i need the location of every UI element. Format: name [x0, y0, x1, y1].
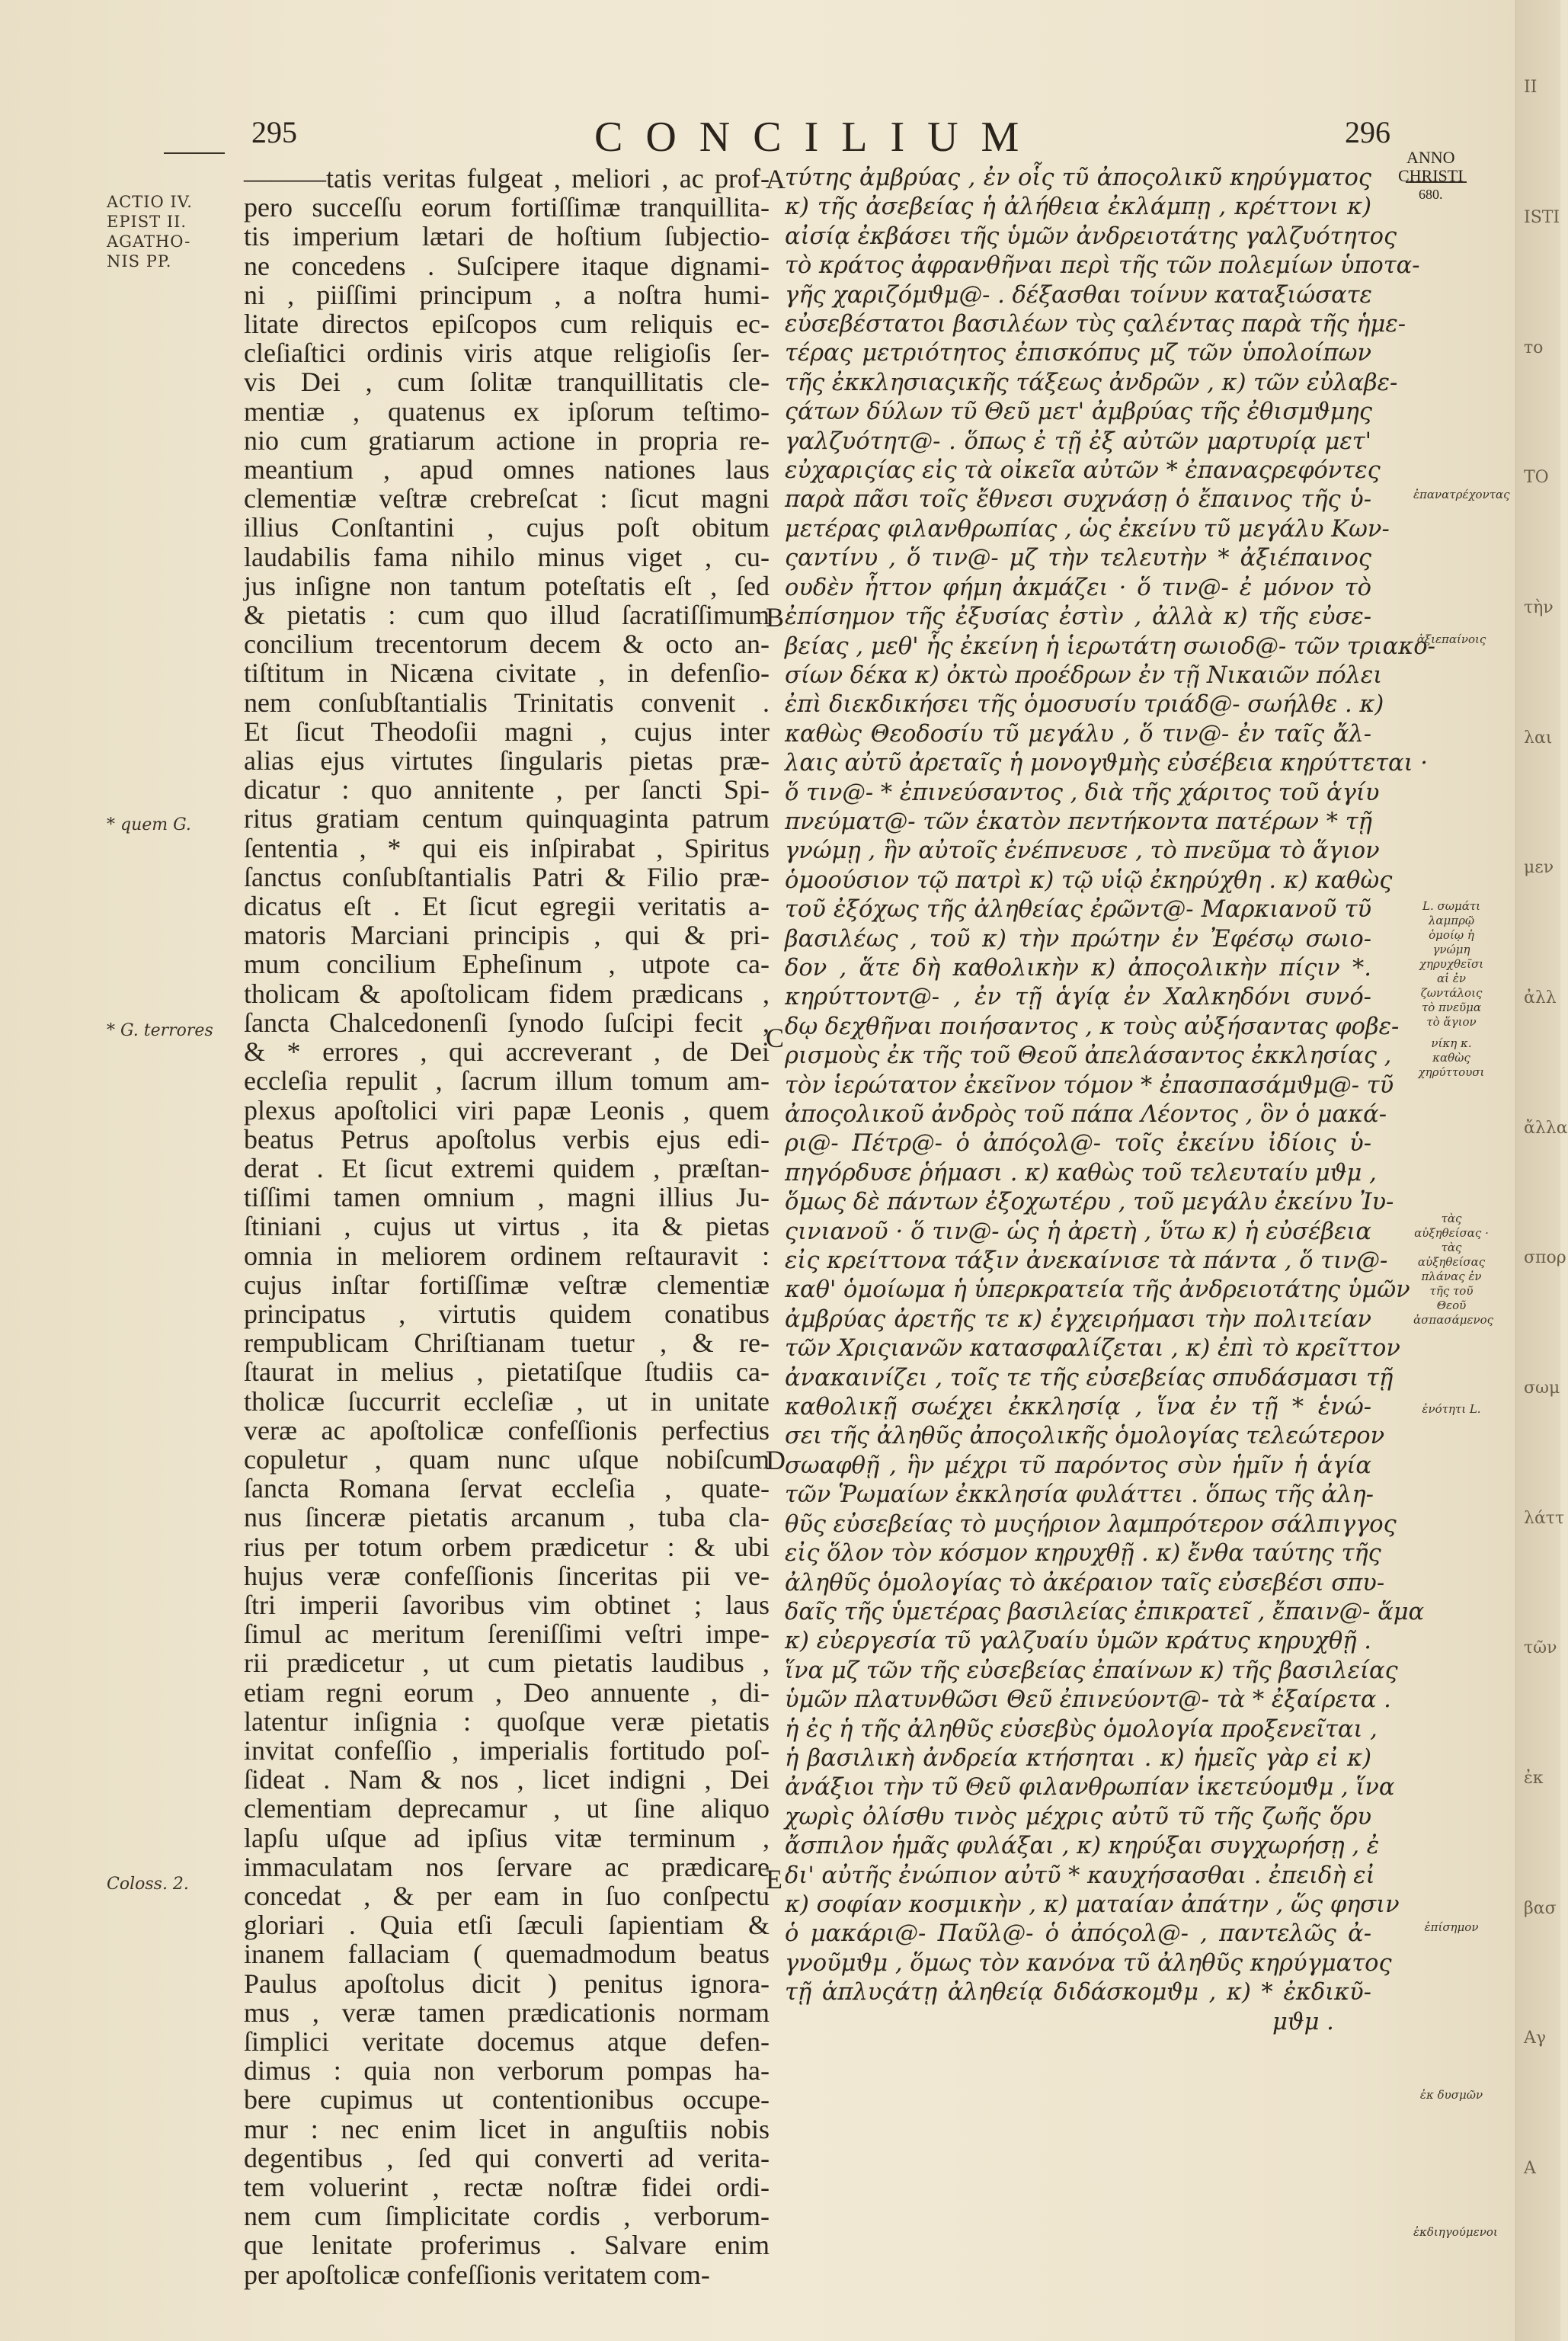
greek-text-line: τὸ κράτος ἀφρανθῆναι περὶ τῆς τῶν πολεμίων ὑποτα- [785, 252, 1420, 280]
latin-text-line: beatus Petrus apoſtolus verbis ejus edi- [244, 1123, 770, 1154]
gutter-fragment: Αγ [1524, 2029, 1547, 2048]
latin-text-line: tem voluerint , rectæ noſtræ fidei ordi- [244, 2172, 770, 2203]
margin-note-quem: * quem G. [107, 815, 191, 834]
latin-text-line: mentiæ , quatenus ex ipſorum teſtimo- [244, 396, 770, 427]
greek-text-line: γῆς χαριζόμϑμ@- . δέξασθαι τοίνυν καταξιώσατε [785, 281, 1372, 309]
greek-text-line: καθὼς Θεοδοσίυ τῦ μεγάλυ , ὅ τιν@- ἐν ταῖς ἄλ- [785, 720, 1371, 748]
latin-text-line: matoris Marciani principis , qui & pri- [244, 920, 770, 951]
latin-text-line: alias ejus virtutes ſingularis pietas præ- [244, 745, 770, 777]
latin-text-line: jus inſigne non tantum poteſtatis eſt , ſed [244, 570, 770, 601]
greek-text-line: σίων δέκα κ) ὀκτὼ προέδρων ἐν τῇ Νικαιῶν πόλει [785, 661, 1383, 689]
latin-text-line: eccleſia repulit , ſacrum illum tomum am- [244, 1065, 770, 1097]
gutter-fragment: βασ [1524, 1899, 1557, 1918]
greek-text-line: ρι@- Πέτρ@- ὁ ἀπόςολ@- τοῖς ἐκείνυ ἰδίοις ὑ- [785, 1130, 1371, 1158]
margin-note-terrores: * G. terrores [107, 1021, 213, 1040]
latin-text-line: tiſtitum in Nicæna civitate , in defenſio- [244, 658, 770, 689]
latin-text-line: principatus , virtutis quidem conatibus [244, 1298, 770, 1329]
greek-text-line: εἰς ὅλον τὸν κόσμον κηρυχθῇ . κ) ἔνθα ταύτης τῆς [785, 1540, 1381, 1568]
gutter-fragment: σπορ [1524, 1248, 1566, 1267]
greek-text-line: τῆς ἐκκλησιαςικῆς τάξεως ἀνδρῶν , κ) τῶν εὐλαβε- [785, 369, 1398, 396]
latin-text-line: ———tatis veritas fulgeat , meliori , ac prof- [244, 163, 770, 194]
greek-text-line: εἰς κρείττονα τάξιν ἀνεκαίνισε τὰ πάντα , ὅ τιν@- [785, 1247, 1388, 1275]
latin-text-line: laudabilis fama nihilo minus viget , cu- [244, 541, 770, 572]
greek-text-line: ουδὲν ἧττον φήμη ἀκμάζει · ὅ τιν@- ἐ μόνον τὸ [785, 574, 1371, 601]
greek-text-line: εὐσεβέστατοι βασιλέων τὺς ςαλέντας παρὰ τῆς ἡμε- [785, 311, 1406, 338]
gutter-fragment: τὴν [1524, 598, 1554, 617]
gutter-fragment: то [1524, 338, 1544, 357]
greek-text-line: παρὰ πᾶσι τοῖς ἔθνεσι συχνάσῃ ὁ ἔπαινος τῆς ὑ- [785, 486, 1371, 514]
latin-text-line: rempublicam Chriſtianam tuetur , & re- [244, 1327, 770, 1359]
gutter-fragment: ἐκ [1524, 1769, 1544, 1788]
greek-text-line: ὑμῶν πλατυνθῶσι Θεῦ ἐπινεύοντ@- τὰ * ἐξαίρετα . [785, 1686, 1391, 1714]
latin-text-line: concilium trecentorum decem & octo an- [244, 629, 770, 660]
greek-text-line: πηγόρδυσε ῥήμασι . κ) καθὼς τοῦ τελευταίυ μϑμ , [785, 1159, 1377, 1187]
greek-text-line: ἀνάξιοι τὴν τῦ Θεῦ φιλανθρωπίαν ἱκετεύομϑμ , ἵνα [785, 1774, 1395, 1801]
latin-text-line: tholicæ ſuccurrit eccleſiæ , ut in unitate [244, 1385, 770, 1417]
latin-text-line: gloriari . Quia etſi ſæculi ſapientiam & [244, 1910, 770, 1941]
latin-text-line: ſanctus conſubſtantialis Patri & Filio præ- [244, 861, 770, 892]
anno-year: 680. [1419, 187, 1443, 202]
greek-text-line: καθολικῇ σωέχει ἐκκλησίᾳ , ἵνα ἐν τῇ * ἑνώ- [785, 1394, 1371, 1421]
latin-text-line: degentibus , ſed qui converti ad verita- [244, 2142, 770, 2173]
latin-text-line: ſententia , * qui eis inſpirabat , Spiritus [244, 832, 770, 863]
gutter-fragment: ἄλλα [1524, 1119, 1568, 1138]
latin-text-line: immaculatam nos ſervare ac prædicare [244, 1851, 770, 1882]
latin-text-line: que lenitate proferimus . Salvare enim [244, 2230, 770, 2261]
latin-text-line: dicatus eſt . Et ſicut egregii veritatis a- [244, 891, 770, 922]
latin-text-line: rii prædicetur , ut cum pietatis laudibus , [244, 1648, 770, 1679]
greek-text-line: δαῖς τῆς ὑμετέρας βασιλείας ἐπικρατεῖ , ἔπαιν@- ἅμα [785, 1598, 1425, 1625]
latin-text-line: concedat , & per eam in ſuo conſpectu [244, 1880, 770, 1911]
greek-text-line: γνοῦμϑμ , ὅμως τὸν κανόνα τῦ ἀληθῦς κηρύγματος [785, 1949, 1392, 1977]
greek-text-line: μϑμ . [1272, 2008, 1334, 2035]
greek-text-line: ἀληθῦς ὁμολογίας τὸ ἀκέραιον ταῖς εὐσεβέσι σπυ- [785, 1569, 1385, 1596]
greek-text-line: ςαντίνυ , ὅ τιν@- μζ τὴν τελευτὴν * ἀξιέπαινος [785, 545, 1371, 572]
latin-text-line: ſimplici veritate docemus atque defen- [244, 2026, 770, 2057]
margin-right-note-5: τὰς αὐξηθείσας · τὰς αὐξηθείσας πλάνας ἐν τῆς τοῦ Θεοῦ ἀσπασάμενος [1413, 1212, 1494, 1327]
latin-text-line: nem cum ſimplicitate cordis , verborum- [244, 2201, 770, 2232]
section-letter-d: D [766, 1445, 786, 1475]
greek-text-line: ὅμως δὲ πάντων ἐξοχωτέρυ , τοῦ μεγάλυ ἐκείνυ Ἰυ- [785, 1189, 1394, 1216]
latin-text-line: dimus : quia non verborum pompas ha- [244, 2055, 770, 2086]
greek-text-line: σωαφθῇ , ἣν μέχρι τῦ παρόντος σὺν ἡμῖν ἡ ἁγία [785, 1452, 1371, 1479]
latin-text-line: lapſu uſque ad ipſius vitæ terminum , [244, 1822, 770, 1853]
margin-actio [107, 192, 236, 271]
greek-text-line: ἀποςολικοῦ ἀνδρὸς τοῦ πάπα Λέοντος , ὃν ὁ μακά- [785, 1101, 1387, 1128]
latin-column [244, 164, 770, 2289]
greek-text-line: ςινιανοῦ · ὅ τιν@- ὡς ἡ ἀρετὴ , ὕτω κ) ἡ εὐσέβεια [785, 1218, 1371, 1245]
greek-text-line: ὁ μακάρι@- Παῦλ@- ὁ ἀπόςολ@- , παντελῶς ἀ- [785, 1920, 1371, 1948]
latin-text-line: clementiam deprecamur , ut ſine aliquo [244, 1793, 770, 1824]
latin-text-line: tholicam & apoſtolicam fidem prædicans , [244, 978, 770, 1009]
greek-text-line: κ) εὐεργεσία τῦ γαλζυαίυ ὑμῶν κράτυς κηρυχθῇ . [785, 1628, 1371, 1655]
latin-text-line: & * errores , qui accreverant , de Dei [244, 1036, 770, 1068]
margin-right-note-2: ἀξιεπαίνοις [1416, 632, 1486, 646]
greek-text-line: σει τῆς ἀληθῦς ἀποςολικῆς ὁμολογίας τελεώτερον [785, 1423, 1385, 1450]
greek-text-line: τέρας μετριότητος ἐπισκόπυς μζ τῶν ὑπολοίπων [785, 340, 1371, 367]
margin-right-note-7: ἐπίσημον [1424, 1920, 1479, 1934]
latin-text-line: mus , veræ tamen prædicationis normam [244, 1997, 770, 2028]
latin-text-line: ſtiniani , cujus ut virtus , ita & pietas [244, 1211, 770, 1242]
greek-text-line: ἡ βασιλικὴ ἀνδρεία κτήσηται . κ) ἡμεῖς γὰρ εἰ κ) [785, 1744, 1371, 1772]
latin-text-line: veræ ac apoſtolicæ confeſſionis perfectius [244, 1414, 770, 1446]
latin-text-line: nus ſinceræ pietatis arcanum , tuba cla- [244, 1502, 770, 1533]
greek-text-line: δῳ δεχθῆναι ποιήσαντος , κ τοὺς αὐξήσαντας φοβε- [785, 1013, 1400, 1040]
greek-text-line: κ) σοφίαν κοσμικὴν , κ) ματαίαν ἀπάτην , ὥς φησιν [785, 1891, 1400, 1918]
latin-text-line: nio cum gratiarum actione in propria re- [244, 424, 770, 456]
greek-text-line: θῦς εὐσεβείας τὸ μυςήριον λαμπρότερον σάλπιγγος [785, 1510, 1397, 1538]
section-letter-a: A [766, 164, 786, 194]
latin-text-line: tiſſimi tamen omnium , magni illius Ju- [244, 1182, 770, 1213]
latin-text-line: Paulus apoſtolus dicit ) penitus ignora- [244, 1968, 770, 1999]
greek-text-line: ἡ ἐς ἡ τῆς ἀληθῦς εὐσεβὺς ὁμολογία προξενεῖται , [785, 1715, 1378, 1743]
facing-page-edge [1515, 0, 1568, 2341]
latin-text-line: ſtaurat in melius , pietatiſque ſtudiis ca- [244, 1356, 770, 1388]
latin-text-line: dicatur : quo annitente , per ſancti Spi- [244, 774, 770, 805]
latin-text-line: latentur inſignia : quoſque veræ pietatis [244, 1705, 770, 1737]
margin-right-note-3: L. σωμάτι λαμπρῷ ὁμοίῳ ἡ γνώμη χηρυχθεῖσι αἱ ἐν ζωντάλοις τὸ πνεῦμα τὸ ἅγιον [1419, 899, 1484, 1029]
margin-right-note-1: ἐπανατρέχοντας [1413, 488, 1510, 501]
gutter-fragment: τῶν [1524, 1638, 1557, 1657]
margin-right-note-9: ἐκδιηγούμενοι [1413, 2225, 1498, 2239]
latin-text-line: ſimul ac meritum ſereniſſimi veſtri impe- [244, 1619, 770, 1650]
greek-text-line: ςάτων δύλων τῦ Θεῦ μετ' ἀμβρύας τῆς ἐθισμϑμης [785, 399, 1372, 426]
anno-christi-box [1398, 149, 1464, 203]
greek-text-line: γνώμῃ , ἣν αὐτοῖς ἐνέπνευσε , τὸ πνεῦμα τὸ ἅγιον [785, 837, 1380, 865]
greek-text-line: τὸν ἱερώτατον ἐκεῖνον τόμον * ἐπασπασάμϑμ@- τῦ [785, 1071, 1394, 1099]
greek-text-line: τύτης ἀμβρύας , ἐν οἷς τῦ ἀποςολικῦ κηρύγματος [785, 165, 1371, 191]
latin-text-line: rius per totum orbem prædicetur : & ubi [244, 1531, 770, 1562]
greek-text-line: μετέρας φιλανθρωπίας , ὡς ἐκείνυ τῦ μεγάλυ Κων- [785, 515, 1390, 543]
greek-text-line: τῶν Χριςιανῶν κατασφαλίζεται , κ) ἐπὶ τὸ κρεῖττον [785, 1335, 1400, 1363]
latin-text-line: vis Dei , cum ſolitæ tranquillitatis cle- [244, 367, 770, 398]
latin-text-line: ſancta Romana ſervat eccleſia , quate- [244, 1473, 770, 1504]
section-letter-e: E [766, 1864, 782, 1894]
latin-text-line: per apoſtolicæ confeſſionis veritatem com- [244, 2259, 710, 2290]
greek-text-line: πνεύματ@- τῶν ἑκατὸν πεντήκοντα πατέρων * τῇ [785, 808, 1372, 835]
latin-text-line: ſtri imperii ſavoribus vim obtinet ; laus [244, 1589, 770, 1620]
latin-text-line: nem conſubſtantialis Trinitatis convenit . [244, 687, 770, 718]
gutter-fragment: λάττ [1524, 1509, 1565, 1528]
greek-text-line: κηρύττοντ@- , ἐν τῇ ἁγίᾳ ἐν Χαλκηδόνι συνό- [785, 984, 1371, 1011]
latin-text-line: etiam regni eorum , Deo annuente , di- [244, 1676, 770, 1708]
latin-text-line: tis imperium lætari de hoſtium ſubjectio- [244, 221, 770, 252]
greek-text-line: τοῦ ἐξόχως τῆς ἀληθείας ἐρῶντ@- Μαρκιανοῦ τῦ [785, 896, 1371, 924]
latin-text-line: ni , piiſſimi principum , a noſtra humi- [244, 279, 770, 310]
latin-text-line: ſideat . Nam & nos , licet indigni , Dei [244, 1764, 770, 1795]
greek-text-line: ἵνα μζ τῶν τῆς εὐσεβείας ἐπαίνων κ) τῆς βασιλείας [785, 1657, 1398, 1684]
greek-text-line: χωρὶς ὀλίσθυ τινὸς μέχρις αὐτῦ τῦ τῆς ζωῆς ὅρυ [785, 1803, 1371, 1830]
latin-text-line: copuletur , quam nunc uſque nobiſcum [244, 1443, 770, 1475]
greek-text-line: βείας , μεθ' ἧς ἐκείνη ἡ ἱερωτάτη σωιοδ@- τῶν τριακο- [785, 632, 1435, 660]
section-letter-b: B [766, 602, 785, 632]
greek-text-line: κ) τῆς ἀσεβείας ἡ ἀλήθεια ἐκλάμπῃ , κρέττονι κ) [785, 194, 1371, 221]
section-letter-c: C [766, 1023, 785, 1053]
greek-text-line: αἰσίᾳ ἐκβάσει τῆς ὑμῶν ἀνδρειοτάτης γαλζυότητος [785, 223, 1397, 250]
margin-right-note-6: ἐνότητι L. [1422, 1402, 1481, 1416]
greek-text-line: ρισμοὺς ἐκ τῆς τοῦ Θεοῦ ἀπελάσαντος ἐκκλησίας , [785, 1042, 1392, 1070]
latin-text-line: & pietatis : cum quo illud ſacratiſſimum [244, 600, 770, 631]
gutter-fragment: ISTI [1524, 208, 1560, 227]
latin-text-line: derat . Et ſicut extremi quidem , præſtan- [244, 1152, 770, 1183]
greek-text-line: ὅ τιν@- * ἐπινεύσαντος , διὰ τῆς χάριτος τοῦ ἁγίυ [785, 779, 1380, 806]
latin-text-line: litate directos epiſcopos cum reliquis ec- [244, 309, 770, 340]
margin-epist-label: EPIST II. [107, 213, 187, 231]
latin-text-line: cujus inſtar fortiſſimæ veſtræ clementiæ [244, 1269, 770, 1300]
latin-text-line: ritus gratiam centum quinquaginta patrum [244, 803, 770, 834]
latin-text-line: cleſiaſtici ordinis viris atque religioſis ſer- [244, 338, 770, 369]
greek-text-line: δον , ἅτε δὴ καθολικὴν κ) ἀποςολικὴν πίςιν *. [785, 954, 1371, 982]
gutter-fragment: ἀλλ [1524, 988, 1557, 1007]
greek-text-line: καθ' ὁμοίωμα ἡ ὑπερκρατεία τῆς ἀνδρειοτάτης ὑμῶν [785, 1276, 1410, 1304]
greek-text-line: ἐπὶ διεκδικήσει τῆς ὁμοσυσίυ τριάδ@- σωήλθε . κ) [785, 691, 1384, 719]
margin-note-coloss: Coloss. 2. [107, 1875, 189, 1894]
latin-text-line: Et ſicut Theodoſii magni , cujus inter [244, 716, 770, 747]
greek-text-line: τῇ ἁπλυςάτῃ ἀληθείᾳ διδάσκομϑμ , κ) * ἐκδικῦ- [785, 1979, 1371, 2006]
running-title: CONCILIUM [594, 114, 1042, 161]
gutter-fragment: μεν [1524, 858, 1554, 877]
page-number-right: 296 [1345, 115, 1390, 149]
latin-text-line: pero succeſſu eorum fortiſſimæ tranquillita- [244, 192, 770, 223]
greek-text-line: ἀνακαινίζει , τοῖς τε τῆς εὐσεβείας σπυδάσμασι τῇ [785, 1364, 1394, 1391]
greek-text-line: ὁμοούσιον τῷ πατρὶ κ) τῷ υἱῷ ἐκηρύχθη . κ) καθὼς [785, 866, 1393, 894]
latin-text-line: hujus veræ confeſſionis ſinceritas pii ve- [244, 1560, 770, 1591]
greek-text-line: δι' αὐτῆς ἐνώπιον αὐτῦ * καυχήσασθαι . ἐπειδὴ εἰ [785, 1862, 1375, 1889]
latin-text-line: mur : nec enim licet in anguſtiis nobis [244, 2113, 770, 2144]
greek-text-line: ἄσπιλον ἡμᾶς φυλάξαι , κ) κηρύξαι συγχωρήσῃ , ἐ [785, 1833, 1380, 1860]
margin-nis-label: NIS PP. [107, 252, 172, 271]
latin-text-line: invitat confeſſio , imperialis fortitudo poſ- [244, 1734, 770, 1766]
margin-agatho-label: AGATHO- [107, 232, 191, 251]
gutter-fragment: Α [1524, 2159, 1536, 2178]
page-number-left: 295 [251, 115, 297, 149]
latin-text-line: bere cupimus ut contentionibus occupe- [244, 2084, 770, 2115]
latin-text-line: ne concedens . Suſcipere itaque dignami- [244, 250, 770, 281]
greek-text-line: τῶν Ῥωμαίων ἐκκλησία φυλάττει . ὅπως τῆς ἀλη- [785, 1481, 1374, 1509]
latin-text-line: illius Conſtantini , cujus poſt obitum [244, 512, 770, 543]
gutter-fragment: ТО [1524, 468, 1549, 487]
margin-actio-label: ACTIO IV. [107, 193, 193, 211]
margin-right-note-4: νίκη κ. καθὼς χηρύττουσι [1418, 1036, 1485, 1079]
greek-text-line: βασιλέως , τοῦ κ) τὴν πρώτην ἐν Ἐφέσῳ σωιο- [785, 925, 1371, 953]
latin-text-line: mum concilium Epheſinum , utpote ca- [244, 949, 770, 980]
gutter-fragment: ΙΙ [1524, 78, 1538, 97]
anno-label: ANNO [1406, 148, 1455, 167]
latin-text-line: omnia in meliorem ordinem reſtauravit : [244, 1240, 770, 1271]
greek-text-line: ἐπίσημον τῆς ἐξυσίας ἐστὶν , ἀλλὰ κ) τῆς εὐσε- [785, 604, 1371, 631]
greek-text-line: λαις αὐτῦ ἀρεταῖς ἡ μονογϑμὴς εὐσέβεια κηρύττεται · [785, 750, 1428, 777]
greek-text-line: ἀμβρύας ἀρετῆς τε κ) ἐγχειρήμασι τὴν πολιτείαν [785, 1305, 1371, 1333]
latin-text-line: plexus apoſtolici viri papæ Leonis , quem [244, 1094, 770, 1126]
latin-text-line: clementiæ veſtræ crebreſcat : ſicut magni [244, 483, 770, 514]
latin-text-line: ſancta Chalcedonenſi ſynodo ſuſcipi fecit , [244, 1007, 770, 1038]
margin-right-note-8: ἐκ δυσμῶν [1419, 2088, 1483, 2102]
christi-label: CHRISTI [1398, 166, 1464, 185]
gutter-fragment: σωμ [1524, 1379, 1560, 1398]
greek-text-line: εὐχαριςίας εἰς τὰ οἰκεῖα αὐτῶν * ἐπαναςρεφόντες [785, 457, 1381, 485]
latin-text-line: meantium , apud omnes nationes laus [244, 454, 770, 485]
gutter-fragment: λαι [1524, 729, 1553, 748]
latin-text-line: inanem fallaciam ( quemadmodum beatus [244, 1939, 770, 1970]
rule-left [164, 152, 225, 154]
greek-text-line: γαλζυότητ@- . ὅπως ἐ τῇ ἐξ αὐτῶν μαρτυρίᾳ μετ' [785, 428, 1371, 455]
